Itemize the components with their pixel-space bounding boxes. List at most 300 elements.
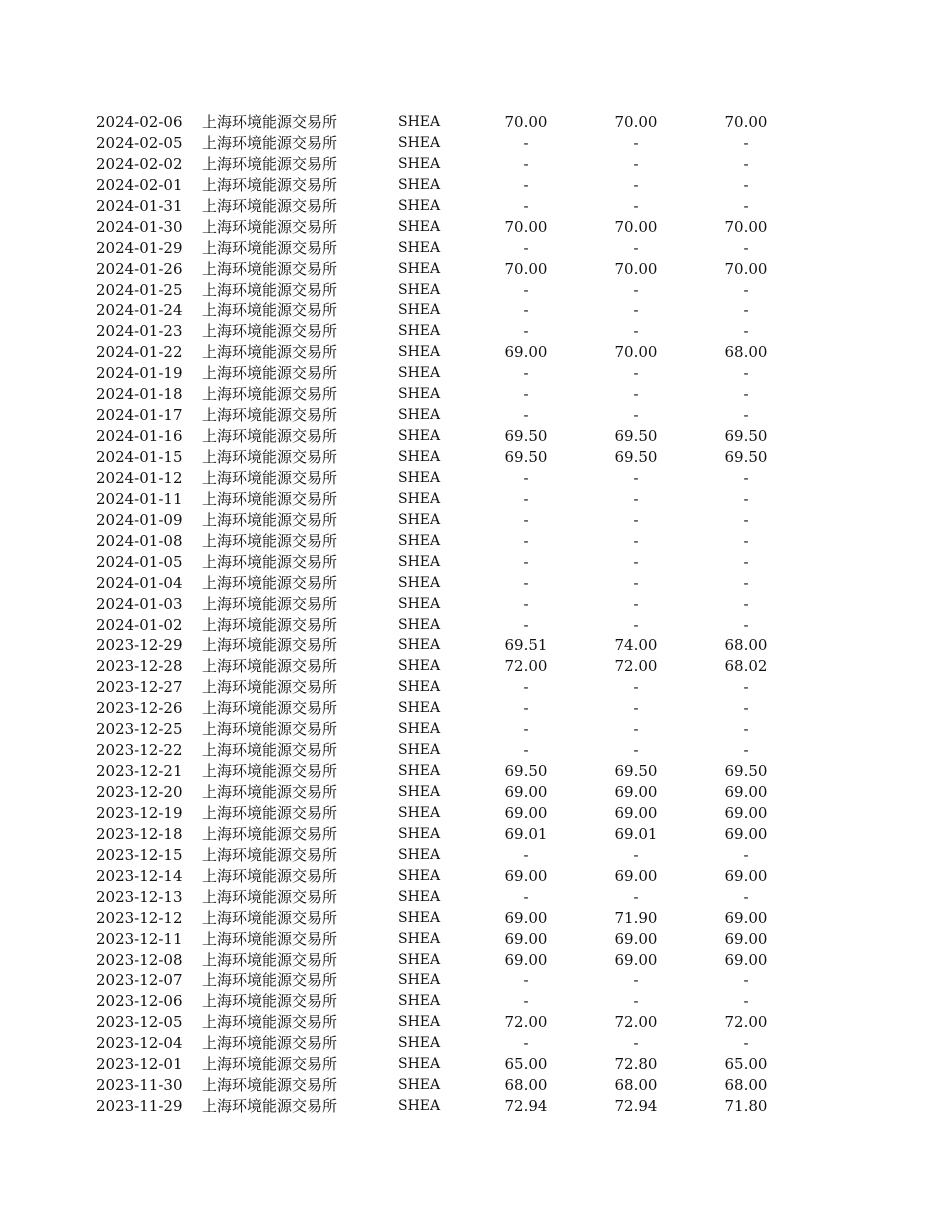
value-2-cell: -: [633, 489, 639, 508]
value-3-cell: -: [743, 154, 749, 173]
exchange-cell: 上海环境能源交易所: [202, 280, 338, 299]
date-cell: 2023-12-11: [96, 929, 183, 948]
value-2-cell: -: [633, 510, 639, 529]
value-2-cell: -: [633, 992, 639, 1011]
value-2-cell: 69.01: [614, 824, 658, 843]
value-2-cell: -: [633, 238, 639, 257]
table-row: [0, 133, 950, 154]
value-1-cell: -: [523, 133, 529, 152]
code-cell: SHEA: [398, 1056, 441, 1073]
date-cell: 2024-01-16: [96, 427, 183, 446]
value-1-cell: -: [523, 741, 529, 760]
table-row: [0, 531, 950, 552]
value-2-cell: 68.00: [614, 1076, 658, 1095]
exchange-cell: 上海环境能源交易所: [202, 154, 338, 173]
value-2-cell: 71.90: [614, 908, 658, 927]
exchange-cell: 上海环境能源交易所: [202, 573, 338, 592]
exchange-cell: 上海环境能源交易所: [202, 971, 338, 990]
table-row: [0, 991, 950, 1012]
value-2-cell: 70.00: [614, 113, 658, 131]
table-row: [0, 782, 950, 803]
date-cell: 2024-01-26: [96, 259, 183, 278]
code-cell: SHEA: [398, 260, 441, 277]
exchange-cell: 上海环境能源交易所: [202, 406, 338, 425]
exchange-cell: 上海环境能源交易所: [202, 866, 338, 885]
exchange-cell: 上海环境能源交易所: [202, 1034, 338, 1053]
value-3-cell: -: [743, 887, 749, 906]
date-cell: 2023-12-25: [96, 720, 183, 739]
value-3-cell: 69.00: [724, 866, 768, 885]
value-3-cell: -: [743, 678, 749, 697]
value-1-cell: 69.50: [504, 448, 548, 466]
date-cell: 2024-01-23: [96, 322, 183, 341]
code-cell: SHEA: [398, 993, 441, 1010]
value-1-cell: 69.00: [504, 866, 548, 885]
table-row: [0, 300, 950, 321]
table-row: [0, 1054, 950, 1075]
value-2-cell: -: [633, 552, 639, 571]
exchange-cell: 上海环境能源交易所: [202, 992, 338, 1011]
value-3-cell: -: [743, 594, 749, 613]
table-row: [0, 468, 950, 489]
value-3-cell: 69.50: [724, 448, 768, 466]
date-cell: 2024-02-05: [96, 133, 183, 152]
code-cell: SHEA: [398, 595, 441, 612]
value-1-cell: -: [523, 531, 529, 550]
table-row: [0, 447, 950, 468]
price-table: [0, 112, 950, 1117]
table-row: [0, 950, 950, 971]
date-cell: 2023-11-29: [96, 1097, 183, 1116]
value-2-cell: -: [633, 1034, 639, 1053]
value-2-cell: -: [633, 573, 639, 592]
date-cell: 2024-02-02: [96, 154, 183, 173]
value-3-cell: 69.00: [724, 803, 768, 822]
date-cell: 2023-12-04: [96, 1034, 183, 1053]
exchange-cell: 上海环境能源交易所: [202, 929, 338, 948]
value-1-cell: 69.00: [504, 929, 548, 948]
value-1-cell: -: [523, 552, 529, 571]
code-cell: SHEA: [398, 679, 441, 696]
exchange-cell: 上海环境能源交易所: [202, 657, 338, 676]
date-cell: 2024-01-09: [96, 510, 183, 529]
exchange-cell: 上海环境能源交易所: [202, 678, 338, 697]
value-3-cell: -: [743, 531, 749, 550]
table-row: [0, 1033, 950, 1054]
date-cell: 2023-11-30: [96, 1076, 183, 1095]
value-1-cell: 70.00: [504, 113, 548, 131]
table-row: [0, 573, 950, 594]
value-3-cell: 70.00: [724, 217, 768, 236]
value-3-cell: -: [743, 741, 749, 760]
code-cell: SHEA: [398, 784, 441, 800]
value-1-cell: 69.00: [504, 783, 548, 801]
table-row: [0, 426, 950, 447]
table-row: [0, 510, 950, 531]
date-cell: 2024-01-24: [96, 301, 183, 320]
value-3-cell: -: [743, 489, 749, 508]
exchange-cell: 上海环境能源交易所: [202, 301, 338, 320]
date-cell: 2024-01-30: [96, 217, 183, 236]
date-cell: 2023-12-06: [96, 992, 183, 1011]
exchange-cell: 上海环境能源交易所: [202, 908, 338, 927]
table-row: [0, 824, 950, 845]
value-3-cell: -: [743, 406, 749, 425]
value-3-cell: 69.50: [724, 427, 768, 446]
value-1-cell: -: [523, 845, 529, 864]
exchange-cell: 上海环境能源交易所: [202, 741, 338, 760]
value-2-cell: 72.94: [614, 1097, 658, 1116]
code-cell: SHEA: [398, 846, 441, 863]
exchange-cell: 上海环境能源交易所: [202, 845, 338, 864]
exchange-cell: 上海环境能源交易所: [202, 217, 338, 236]
date-cell: 2024-01-03: [96, 594, 183, 613]
code-cell: SHEA: [398, 197, 441, 214]
date-cell: 2023-12-27: [96, 678, 183, 697]
table-row: [0, 887, 950, 908]
exchange-cell: 上海环境能源交易所: [202, 636, 338, 655]
value-3-cell: -: [743, 699, 749, 718]
value-2-cell: -: [633, 720, 639, 739]
code-cell: SHEA: [398, 553, 441, 570]
code-cell: SHEA: [398, 1098, 441, 1115]
date-cell: 2023-12-07: [96, 971, 183, 990]
table-row: [0, 908, 950, 929]
value-1-cell: -: [523, 322, 529, 341]
value-1-cell: -: [523, 406, 529, 425]
table-row: [0, 1012, 950, 1033]
value-1-cell: -: [523, 699, 529, 718]
table-row: [0, 238, 950, 259]
value-3-cell: 69.00: [724, 783, 768, 801]
exchange-cell: 上海环境能源交易所: [202, 950, 338, 969]
date-cell: 2023-12-29: [96, 636, 183, 655]
value-2-cell: 69.00: [614, 783, 658, 801]
value-3-cell: 69.00: [724, 824, 768, 843]
value-2-cell: 69.00: [614, 803, 658, 822]
value-3-cell: -: [743, 992, 749, 1011]
value-3-cell: 65.00: [724, 1055, 768, 1074]
value-3-cell: -: [743, 280, 749, 299]
exchange-cell: 上海环境能源交易所: [202, 468, 338, 487]
date-cell: 2023-12-18: [96, 824, 183, 843]
code-cell: SHEA: [398, 344, 441, 361]
code-cell: SHEA: [398, 114, 441, 130]
value-3-cell: 70.00: [724, 113, 768, 131]
value-1-cell: 65.00: [504, 1055, 548, 1074]
value-3-cell: -: [743, 196, 749, 215]
code-cell: SHEA: [398, 763, 441, 780]
exchange-cell: 上海环境能源交易所: [202, 1076, 338, 1095]
value-1-cell: 69.50: [504, 762, 548, 781]
code-cell: SHEA: [398, 176, 441, 193]
code-cell: SHEA: [398, 930, 441, 947]
value-1-cell: 72.94: [504, 1097, 548, 1116]
code-cell: SHEA: [398, 700, 441, 717]
value-1-cell: 70.00: [504, 259, 548, 278]
value-2-cell: -: [633, 364, 639, 383]
value-3-cell: -: [743, 468, 749, 487]
date-cell: 2023-12-05: [96, 1013, 183, 1032]
date-cell: 2024-01-18: [96, 385, 183, 404]
value-2-cell: 74.00: [614, 636, 658, 655]
date-cell: 2024-01-19: [96, 364, 183, 383]
value-3-cell: -: [743, 573, 749, 592]
value-3-cell: 69.00: [724, 908, 768, 927]
code-cell: SHEA: [398, 721, 441, 738]
exchange-cell: 上海环境能源交易所: [202, 196, 338, 215]
value-3-cell: -: [743, 1034, 749, 1053]
exchange-cell: 上海环境能源交易所: [202, 887, 338, 906]
date-cell: 2024-01-11: [96, 489, 183, 508]
value-3-cell: -: [743, 175, 749, 194]
table-row: [0, 803, 950, 824]
code-cell: SHEA: [398, 658, 441, 675]
value-3-cell: 68.02: [724, 657, 768, 676]
table-row: [0, 594, 950, 615]
value-2-cell: 72.00: [614, 1013, 658, 1032]
value-3-cell: 68.00: [724, 636, 768, 655]
exchange-cell: 上海环境能源交易所: [202, 783, 338, 801]
exchange-cell: 上海环境能源交易所: [202, 1013, 338, 1032]
exchange-cell: 上海环境能源交易所: [202, 803, 338, 822]
table-row: [0, 489, 950, 510]
date-cell: 2024-01-12: [96, 468, 183, 487]
exchange-cell: 上海环境能源交易所: [202, 1097, 338, 1116]
exchange-cell: 上海环境能源交易所: [202, 364, 338, 383]
table-row: [0, 552, 950, 573]
value-2-cell: 69.50: [614, 448, 658, 466]
value-3-cell: -: [743, 364, 749, 383]
table-row: [0, 761, 950, 782]
value-1-cell: -: [523, 280, 529, 299]
value-1-cell: 69.00: [504, 908, 548, 927]
code-cell: SHEA: [398, 386, 441, 403]
date-cell: 2024-01-05: [96, 552, 183, 571]
value-2-cell: -: [633, 678, 639, 697]
table-row: [0, 698, 950, 719]
code-cell: SHEA: [398, 972, 441, 989]
value-3-cell: -: [743, 238, 749, 257]
code-cell: SHEA: [398, 532, 441, 549]
date-cell: 2024-01-08: [96, 531, 183, 550]
code-cell: SHEA: [398, 281, 441, 298]
code-cell: SHEA: [398, 951, 441, 968]
date-cell: 2024-01-25: [96, 280, 183, 299]
value-1-cell: -: [523, 971, 529, 990]
value-2-cell: -: [633, 301, 639, 320]
exchange-cell: 上海环境能源交易所: [202, 322, 338, 341]
value-3-cell: 69.50: [724, 762, 768, 781]
table-row: [0, 1096, 950, 1117]
value-1-cell: -: [523, 615, 529, 634]
date-cell: 2023-12-19: [96, 803, 183, 822]
date-cell: 2023-12-14: [96, 866, 183, 885]
exchange-cell: 上海环境能源交易所: [202, 343, 338, 362]
exchange-cell: 上海环境能源交易所: [202, 615, 338, 634]
code-cell: SHEA: [398, 490, 441, 507]
value-2-cell: -: [633, 699, 639, 718]
code-cell: SHEA: [398, 616, 441, 633]
value-2-cell: -: [633, 133, 639, 152]
value-1-cell: -: [523, 385, 529, 404]
value-2-cell: -: [633, 154, 639, 173]
value-3-cell: 70.00: [724, 259, 768, 278]
table-row: [0, 719, 950, 740]
code-cell: SHEA: [398, 302, 441, 319]
exchange-cell: 上海环境能源交易所: [202, 1055, 338, 1074]
code-cell: SHEA: [398, 323, 441, 340]
exchange-cell: 上海环境能源交易所: [202, 699, 338, 718]
exchange-cell: 上海环境能源交易所: [202, 113, 338, 131]
code-cell: SHEA: [398, 218, 441, 235]
value-2-cell: 72.80: [614, 1055, 658, 1074]
value-1-cell: -: [523, 992, 529, 1011]
value-3-cell: 72.00: [724, 1013, 768, 1032]
code-cell: SHEA: [398, 825, 441, 842]
table-row: [0, 1075, 950, 1096]
code-cell: SHEA: [398, 804, 441, 821]
exchange-cell: 上海环境能源交易所: [202, 385, 338, 404]
value-3-cell: 68.00: [724, 343, 768, 362]
exchange-cell: 上海环境能源交易所: [202, 824, 338, 843]
date-cell: 2023-12-20: [96, 783, 183, 801]
value-2-cell: 69.50: [614, 762, 658, 781]
date-cell: 2024-02-01: [96, 175, 183, 194]
date-cell: 2023-12-28: [96, 657, 183, 676]
exchange-cell: 上海环境能源交易所: [202, 720, 338, 739]
exchange-cell: 上海环境能源交易所: [202, 175, 338, 194]
value-1-cell: -: [523, 573, 529, 592]
exchange-cell: 上海环境能源交易所: [202, 133, 338, 152]
exchange-cell: 上海环境能源交易所: [202, 427, 338, 446]
table-row: [0, 970, 950, 991]
code-cell: SHEA: [398, 742, 441, 759]
value-2-cell: -: [633, 531, 639, 550]
table-row: [0, 740, 950, 761]
table-row: [0, 635, 950, 656]
date-cell: 2024-01-02: [96, 615, 183, 634]
value-3-cell: -: [743, 510, 749, 529]
exchange-cell: 上海环境能源交易所: [202, 531, 338, 550]
date-cell: 2024-01-04: [96, 573, 183, 592]
code-cell: SHEA: [398, 511, 441, 528]
table-row: [0, 321, 950, 342]
table-row: [0, 615, 950, 636]
value-1-cell: -: [523, 364, 529, 383]
table-row: [0, 217, 950, 238]
value-2-cell: 69.50: [614, 427, 658, 446]
table-row: [0, 154, 950, 175]
value-1-cell: 69.50: [504, 427, 548, 446]
value-3-cell: 68.00: [724, 1076, 768, 1095]
value-2-cell: 70.00: [614, 259, 658, 278]
value-1-cell: 69.01: [504, 824, 548, 843]
date-cell: 2024-01-17: [96, 406, 183, 425]
value-2-cell: -: [633, 615, 639, 634]
value-3-cell: 69.00: [724, 950, 768, 969]
value-3-cell: 71.80: [724, 1097, 768, 1116]
value-1-cell: -: [523, 238, 529, 257]
date-cell: 2023-12-21: [96, 762, 183, 781]
value-2-cell: 69.00: [614, 950, 658, 969]
code-cell: SHEA: [398, 469, 441, 486]
code-cell: SHEA: [398, 239, 441, 256]
value-2-cell: 70.00: [614, 217, 658, 236]
code-cell: SHEA: [398, 407, 441, 424]
value-2-cell: -: [633, 887, 639, 906]
value-1-cell: 69.51: [504, 636, 548, 655]
value-2-cell: 70.00: [614, 343, 658, 362]
date-cell: 2023-12-01: [96, 1055, 183, 1074]
value-2-cell: -: [633, 594, 639, 613]
date-cell: 2023-12-12: [96, 908, 183, 927]
value-3-cell: -: [743, 971, 749, 990]
value-2-cell: -: [633, 971, 639, 990]
value-2-cell: 72.00: [614, 657, 658, 676]
value-1-cell: -: [523, 720, 529, 739]
exchange-cell: 上海环境能源交易所: [202, 238, 338, 257]
table-row: [0, 656, 950, 677]
exchange-cell: 上海环境能源交易所: [202, 259, 338, 278]
value-1-cell: 72.00: [504, 1013, 548, 1032]
value-1-cell: -: [523, 154, 529, 173]
value-1-cell: -: [523, 678, 529, 697]
value-1-cell: -: [523, 510, 529, 529]
value-2-cell: -: [633, 845, 639, 864]
value-2-cell: -: [633, 196, 639, 215]
table-row: [0, 342, 950, 363]
value-3-cell: -: [743, 845, 749, 864]
exchange-cell: 上海环境能源交易所: [202, 762, 338, 781]
value-2-cell: -: [633, 322, 639, 341]
code-cell: SHEA: [398, 134, 441, 151]
value-1-cell: -: [523, 175, 529, 194]
code-cell: SHEA: [398, 1014, 441, 1031]
date-cell: 2024-02-06: [96, 113, 183, 131]
value-3-cell: 69.00: [724, 929, 768, 948]
date-cell: 2024-01-31: [96, 196, 183, 215]
date-cell: 2023-12-08: [96, 950, 183, 969]
value-2-cell: -: [633, 468, 639, 487]
date-cell: 2024-01-29: [96, 238, 183, 257]
code-cell: SHEA: [398, 1035, 441, 1052]
value-1-cell: -: [523, 468, 529, 487]
date-cell: 2024-01-22: [96, 343, 183, 362]
value-2-cell: -: [633, 406, 639, 425]
value-2-cell: 69.00: [614, 866, 658, 885]
table-row: [0, 363, 950, 384]
value-1-cell: -: [523, 196, 529, 215]
table-row: [0, 929, 950, 950]
value-2-cell: -: [633, 385, 639, 404]
code-cell: SHEA: [398, 574, 441, 591]
table-row: [0, 384, 950, 405]
exchange-cell: 上海环境能源交易所: [202, 510, 338, 529]
table-row: [0, 866, 950, 887]
value-2-cell: -: [633, 741, 639, 760]
table-row: [0, 259, 950, 280]
code-cell: SHEA: [398, 1077, 441, 1094]
value-1-cell: -: [523, 301, 529, 320]
code-cell: SHEA: [398, 365, 441, 382]
value-3-cell: -: [743, 552, 749, 571]
code-cell: SHEA: [398, 449, 441, 465]
exchange-cell: 上海环境能源交易所: [202, 552, 338, 571]
code-cell: SHEA: [398, 909, 441, 926]
value-1-cell: 72.00: [504, 657, 548, 676]
table-row: [0, 112, 950, 133]
